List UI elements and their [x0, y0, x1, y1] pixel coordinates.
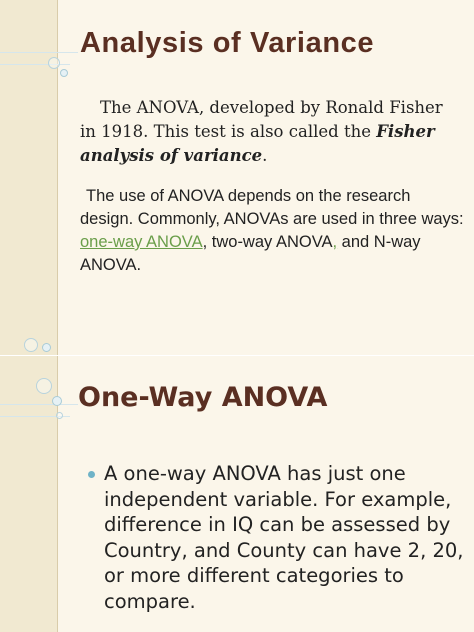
decorative-ring: [60, 69, 68, 77]
decorative-ring: [52, 396, 62, 406]
bullet-dot-icon: [88, 471, 95, 478]
bullet-text: A one-way ANOVA has just one independent variable. For example, difference in IQ can be assessed by Country, and County can have 2, 20, or more different categories to compare.: [104, 462, 464, 613]
slide-left-band: [0, 0, 58, 355]
paragraph-text: The ANOVA, developed by Ronald Fisher in 1918. This test is also called the: [80, 98, 443, 141]
paragraph-anova-history: [80, 96, 460, 168]
link-two-way-anova[interactable]: ,: [332, 233, 338, 251]
decorative-ring: [24, 338, 38, 352]
slide-title: One-Way ANOVA: [78, 382, 328, 413]
paragraph-anova-usage: [80, 185, 466, 277]
paragraph-text: .: [262, 146, 268, 165]
link-one-way-anova[interactable]: one-way ANOVA: [80, 233, 203, 251]
slide-title: Analysis of Variance: [80, 27, 375, 59]
decorative-line: [0, 52, 78, 53]
decorative-ring: [56, 412, 63, 419]
decorative-line: [0, 404, 78, 405]
decorative-ring: [42, 343, 51, 352]
paragraph-text: The use of ANOVA depends on the research design. Commonly, ANOVAs are used in three ways:: [80, 187, 464, 228]
slide-one-way-anova: [0, 356, 474, 632]
decorative-ring: [36, 378, 52, 394]
decorative-ring: [48, 57, 60, 69]
paragraph-text: and N-way ANOVA.: [80, 233, 421, 274]
slide-left-band: [0, 356, 58, 632]
bullet-item: [88, 461, 468, 614]
emphasis-fisher: Fisher analysis of variance: [80, 122, 435, 165]
paragraph-text: , two-way ANOVA: [202, 233, 333, 251]
